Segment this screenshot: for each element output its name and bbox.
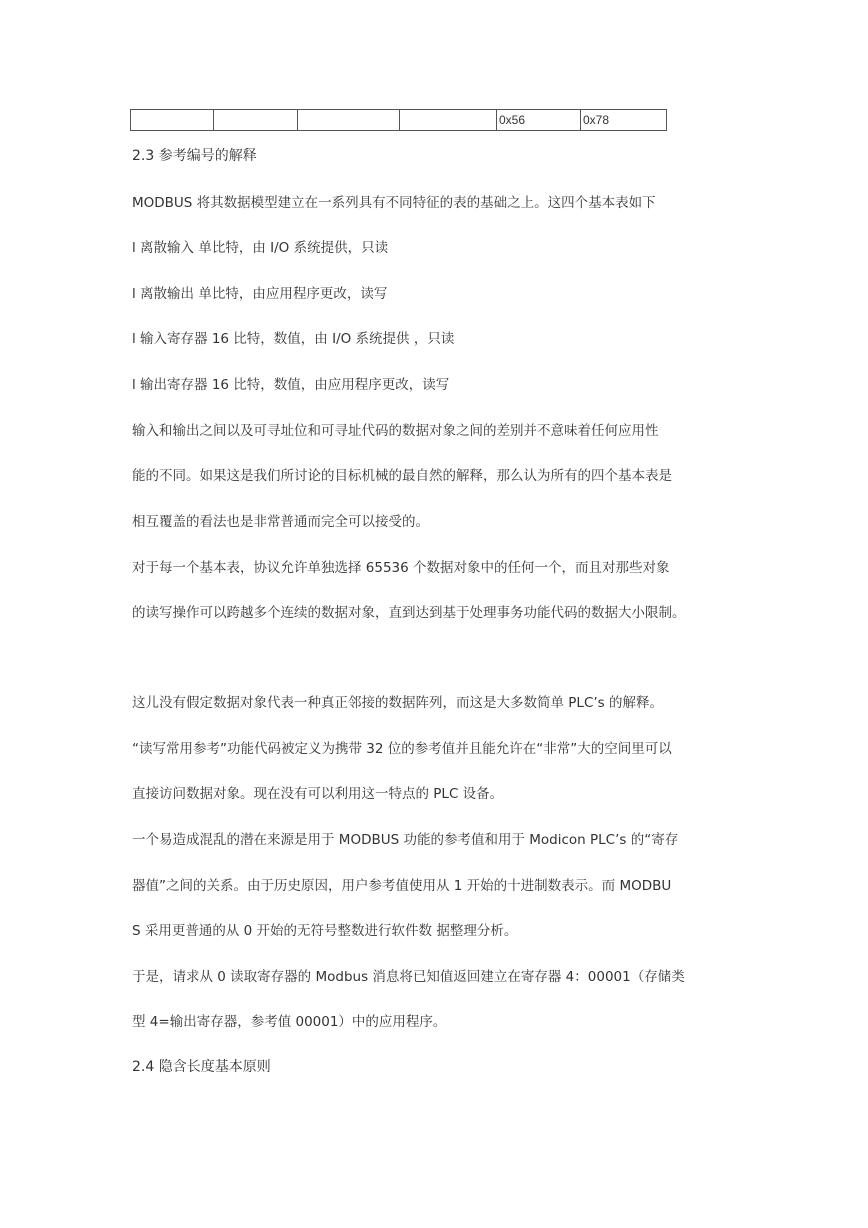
table-cell: 0x78 — [581, 110, 667, 131]
paragraph-line: 直接访问数据对象。现在没有可以利用这一特点的 PLC 设备。 — [132, 786, 504, 802]
list-item: l 输出寄存器 16 比特，数值，由应用程序更改，读写 — [132, 377, 450, 393]
section-heading-2-4: 2.4 隐含长度基本原则 — [132, 1059, 271, 1075]
table-cell — [298, 110, 400, 131]
paragraph-line: 一个易造成混乱的潜在来源是用于 MODBUS 功能的参考值和用于 Modicon PLC’s 的“寄存 — [132, 832, 679, 848]
list-item: l 离散输出 单比特，由应用程序更改，读写 — [132, 286, 388, 302]
paragraph-line: 这儿没有假定数据对象代表一种真正邻接的数据阵列，而这是大多数简单 PLC’s 的解释。 — [132, 695, 663, 711]
section-heading-2-3: 2.3 参考编号的解释 — [132, 148, 257, 164]
paragraph-line: 于是，请求从 0 读取寄存器的 Modbus 消息将已知值返回建立在寄存器 4：00001（存储类 — [132, 969, 685, 985]
paragraph-line: 器值”之间的关系。由于历史原因，用户参考值使用从 1 开始的十进制数表示。而 MODBU — [132, 878, 672, 894]
paragraph-line: 对于每一个基本表，协议允许单独选择 65536 个数据对象中的任何一个，而且对那些对象 — [132, 560, 670, 576]
paragraph-line: 相互覆盖的看法也是非常普通而完全可以接受的。 — [132, 514, 429, 530]
table-row — [131, 110, 667, 131]
table-cell — [131, 110, 214, 131]
data-table — [130, 109, 667, 131]
table-cell: 0x56 — [497, 110, 581, 131]
paragraph-line: 能的不同。如果这是我们所讨论的目标机械的最自然的解释，那么认为所有的四个基本表是 — [132, 468, 672, 484]
table-cell — [400, 110, 497, 131]
paragraph-line: S 采用更普通的从 0 开始的无符号整数进行软件数 据整理分析。 — [132, 923, 518, 939]
paragraph-line: 的读写操作可以跨越多个连续的数据对象，直到达到基于处理事务功能代码的数据大小限制。 — [132, 605, 686, 621]
paragraph-line: “读写常用参考”功能代码被定义为携带 32 位的参考值并且能允许在“非常”大的空间里可以 — [132, 741, 672, 757]
list-item: l 离散输入 单比特，由 I/O 系统提供，只读 — [132, 240, 389, 256]
paragraph-line: 输入和输出之间以及可寻址位和可寻址代码的数据对象之间的差别并不意味着任何应用性 — [132, 423, 659, 439]
paragraph-line: MODBUS 将其数据模型建立在一系列具有不同特征的表的基础之上。这四个基本表如下 — [132, 195, 656, 211]
paragraph-line: 型 4=输出寄存器，参考值 00001）中的应用程序。 — [132, 1014, 447, 1030]
list-item: l 输入寄存器 16 比特，数值，由 I/O 系统提供 ，只读 — [132, 331, 455, 347]
table-cell — [214, 110, 298, 131]
